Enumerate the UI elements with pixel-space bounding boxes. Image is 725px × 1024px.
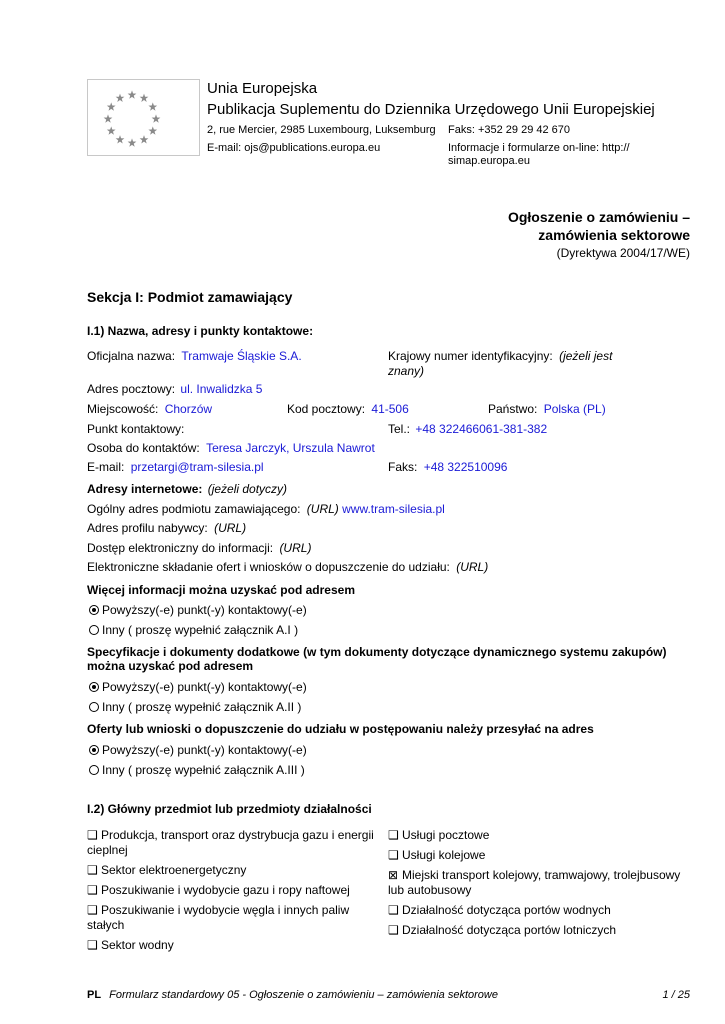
checkbox-empty-icon[interactable]: ❑ bbox=[388, 903, 399, 917]
radio-selected-icon[interactable] bbox=[89, 605, 99, 615]
eu-flag-logo bbox=[87, 79, 200, 156]
radio-empty-icon[interactable] bbox=[89, 765, 99, 775]
activity-label: Usługi pocztowe bbox=[402, 828, 490, 842]
checkbox-empty-icon[interactable]: ❑ bbox=[87, 938, 98, 952]
footer-form: Formularz standardowy 05 - Ogłoszenie o zamówieniu – zamówienia sektorowe bbox=[109, 989, 498, 1001]
option-label: Inny ( proszę wypełnić załącznik A.II ) bbox=[102, 700, 302, 714]
activity-item[interactable] bbox=[388, 848, 693, 863]
activity-item[interactable] bbox=[87, 903, 385, 933]
notice-directive: (Dyrektywa 2004/17/WE) bbox=[556, 246, 690, 260]
option-label: Powyższy(-e) punkt(-y) kontaktowy(-e) bbox=[102, 680, 307, 694]
town-label: Miejscowość: bbox=[87, 402, 159, 416]
url-hint: (URL) bbox=[214, 521, 247, 535]
official-name-row bbox=[87, 349, 302, 363]
activity-item[interactable] bbox=[388, 903, 693, 918]
header-fax: Faks: +352 29 29 42 670 bbox=[448, 124, 571, 136]
postcode-row bbox=[287, 402, 409, 416]
checkbox-empty-icon[interactable]: ❑ bbox=[388, 923, 399, 937]
general-address-row bbox=[87, 502, 445, 516]
contact-person-row bbox=[87, 441, 375, 455]
offers-option-above[interactable] bbox=[89, 743, 307, 757]
activity-item[interactable] bbox=[388, 868, 693, 898]
star-icon bbox=[148, 126, 157, 134]
spec-option-above[interactable] bbox=[89, 680, 307, 694]
checkbox-empty-icon[interactable]: ❑ bbox=[87, 883, 98, 897]
url-hint: (URL) bbox=[456, 560, 489, 574]
offers-option-other[interactable] bbox=[89, 763, 305, 777]
activity-item[interactable] bbox=[87, 863, 385, 878]
radio-empty-icon[interactable] bbox=[89, 625, 99, 635]
checkbox-empty-icon[interactable]: ❑ bbox=[87, 903, 98, 917]
more-info-title: Więcej informacji można uzyskać pod adresem bbox=[87, 583, 355, 597]
official-name-value: Tramwaje Śląskie S.A. bbox=[181, 349, 302, 363]
header-org: Unia Europejska bbox=[207, 80, 318, 97]
activity-item[interactable] bbox=[87, 938, 385, 953]
activity-item[interactable] bbox=[388, 923, 693, 938]
notice-title-line1: Ogłoszenie o zamówieniu – bbox=[507, 209, 690, 225]
header-info-line1: Informacje i formularze on-line: http:// bbox=[448, 142, 630, 154]
activity-label: Działalność dotycząca portów wodnych bbox=[402, 903, 611, 917]
star-icon bbox=[107, 126, 116, 134]
internet-title: Adresy internetowe: bbox=[87, 482, 203, 496]
contact-point-label: Punkt kontaktowy: bbox=[87, 422, 185, 436]
notice-title-line2: zamówienia sektorowe bbox=[538, 227, 690, 243]
activity-label: Poszukiwanie i wydobycie gazu i ropy naftowej bbox=[101, 883, 350, 897]
offers-title: Oferty lub wnioski o dopuszczenie do udziału w postępowaniu należy przesyłać na adres bbox=[87, 722, 594, 736]
country-row bbox=[488, 402, 606, 416]
postcode-label: Kod pocztowy: bbox=[287, 402, 366, 416]
contact-person-value: Teresa Jarczyk, Urszula Nawrot bbox=[206, 441, 375, 455]
option-label: Inny ( proszę wypełnić załącznik A.I ) bbox=[102, 623, 299, 637]
spec-title-line1: Specyfikacje i dokumenty dodatkowe (w tym dokumenty dotyczące dynamicznego systemu zakupów) bbox=[87, 645, 667, 659]
activities-left-list bbox=[87, 828, 385, 958]
star-icon bbox=[116, 135, 125, 143]
spec-title-line2: można uzyskać pod adresem bbox=[87, 659, 254, 673]
activity-label-cont: cieplnej bbox=[87, 843, 128, 857]
header-publication: Publikacja Suplementu do Dziennika Urzędowego Unii Europejskiej bbox=[207, 101, 655, 118]
tel-row bbox=[388, 422, 547, 436]
header-info-line2: simap.europa.eu bbox=[448, 155, 530, 167]
checkbox-checked-icon[interactable]: ⊠ bbox=[388, 868, 399, 882]
radio-selected-icon[interactable] bbox=[89, 745, 99, 755]
option-label: Inny ( proszę wypełnić załącznik A.III ) bbox=[102, 763, 305, 777]
i1-title: I.1) Nazwa, adresy i punkty kontaktowe: bbox=[87, 324, 314, 338]
activity-label: Usługi kolejowe bbox=[402, 848, 486, 862]
fax-label: Faks: bbox=[388, 460, 418, 474]
footer-lang: PL bbox=[87, 989, 102, 1001]
footer-left bbox=[87, 989, 498, 1001]
activity-label-cont: stałych bbox=[87, 918, 125, 932]
electronic-access-label: Dostęp elektroniczny do informacji: bbox=[87, 541, 274, 555]
checkbox-empty-icon[interactable]: ❑ bbox=[388, 848, 399, 862]
electronic-submission-label: Elektroniczne składanie ofert i wniosków o dopuszczenie do udziału: bbox=[87, 560, 450, 574]
star-icon bbox=[152, 114, 161, 122]
activity-label: Działalność dotycząca portów lotniczych bbox=[402, 923, 617, 937]
i2-title: I.2) Główny przedmiot lub przedmioty działalności bbox=[87, 802, 372, 816]
national-id-hint: (jeżeli jest bbox=[559, 349, 613, 363]
section-title: Sekcja I: Podmiot zamawiający bbox=[87, 289, 293, 305]
activity-label: Sektor elektroenergetyczny bbox=[101, 863, 247, 877]
more-info-option-above[interactable] bbox=[89, 603, 307, 617]
internet-title-row bbox=[87, 482, 287, 496]
header-address: 2, rue Mercier, 2985 Luxembourg, Luksemburg bbox=[207, 124, 436, 136]
postal-label: Adres pocztowy: bbox=[87, 382, 176, 396]
more-info-option-other[interactable] bbox=[89, 623, 298, 637]
email-row bbox=[87, 460, 264, 474]
country-value: Polska (PL) bbox=[543, 402, 606, 416]
postal-row bbox=[87, 382, 262, 396]
fax-row bbox=[388, 460, 507, 474]
buyer-profile-row bbox=[87, 521, 246, 535]
activity-label: Produkcja, transport oraz dystrybucja gazu i energii bbox=[101, 828, 374, 842]
star-icon bbox=[140, 94, 149, 102]
option-label: Powyższy(-e) punkt(-y) kontaktowy(-e) bbox=[102, 743, 307, 757]
tel-label: Tel.: bbox=[388, 422, 411, 436]
tel-value: +48 322466061-381-382 bbox=[415, 422, 548, 436]
radio-selected-icon[interactable] bbox=[89, 682, 99, 692]
eu-stars-icon bbox=[88, 80, 201, 157]
email-label: E-mail: bbox=[87, 460, 125, 474]
activity-label: Miejski transport kolejowy, tramwajowy, trolejbusowy bbox=[402, 868, 681, 882]
activity-label: Sektor wodny bbox=[101, 938, 174, 952]
star-icon bbox=[128, 90, 137, 98]
activity-item[interactable] bbox=[388, 828, 693, 843]
postcode-value: 41-506 bbox=[371, 402, 409, 416]
country-label: Państwo: bbox=[488, 402, 538, 416]
buyer-profile-label: Adres profilu nabywcy: bbox=[87, 521, 208, 535]
checkbox-empty-icon[interactable]: ❑ bbox=[87, 863, 98, 877]
star-icon bbox=[116, 94, 125, 102]
national-id-hint-cont: znany) bbox=[388, 364, 425, 378]
url-hint: (URL) bbox=[306, 502, 339, 516]
general-address-label: Ogólny adres podmiotu zamawiającego: bbox=[87, 502, 301, 516]
activities-right-list bbox=[388, 828, 693, 943]
national-id-row bbox=[388, 349, 612, 363]
activity-label-cont: lub autobusowy bbox=[388, 883, 472, 897]
star-icon bbox=[148, 102, 157, 110]
general-address-link[interactable]: www.tram-silesia.pl bbox=[342, 502, 445, 516]
header-email: E-mail: ojs@publications.europa.eu bbox=[207, 142, 381, 154]
footer-page: 1 / 25 bbox=[662, 989, 690, 1001]
option-label: Powyższy(-e) punkt(-y) kontaktowy(-e) bbox=[102, 603, 307, 617]
fax-value: +48 322510096 bbox=[423, 460, 508, 474]
star-icon bbox=[107, 102, 116, 110]
electronic-submission-row bbox=[87, 560, 488, 574]
contact-person-label: Osoba do kontaktów: bbox=[87, 441, 200, 455]
internet-hint: (jeżeli dotyczy) bbox=[207, 482, 288, 496]
national-id-label: Krajowy numer identyfikacyjny: bbox=[388, 349, 553, 363]
activity-item[interactable] bbox=[87, 883, 385, 898]
star-icon bbox=[140, 135, 149, 143]
official-name-label: Oficjalna nazwa: bbox=[87, 349, 176, 363]
spec-option-other[interactable] bbox=[89, 700, 301, 714]
star-icon bbox=[104, 114, 113, 122]
town-value: Chorzów bbox=[164, 402, 213, 416]
electronic-access-row bbox=[87, 541, 311, 555]
activity-label: Poszukiwanie i wydobycie węgla i innych paliw bbox=[101, 903, 350, 917]
email-link[interactable]: przetargi@tram-silesia.pl bbox=[130, 460, 264, 474]
postal-value: ul. Inwalidzka 5 bbox=[180, 382, 263, 396]
checkbox-empty-icon[interactable]: ❑ bbox=[388, 828, 399, 842]
radio-empty-icon[interactable] bbox=[89, 702, 99, 712]
checkbox-empty-icon[interactable]: ❑ bbox=[87, 828, 98, 842]
url-hint: (URL) bbox=[279, 541, 312, 555]
activity-item[interactable] bbox=[87, 828, 385, 858]
star-icon bbox=[128, 138, 137, 146]
town-row bbox=[87, 402, 212, 416]
